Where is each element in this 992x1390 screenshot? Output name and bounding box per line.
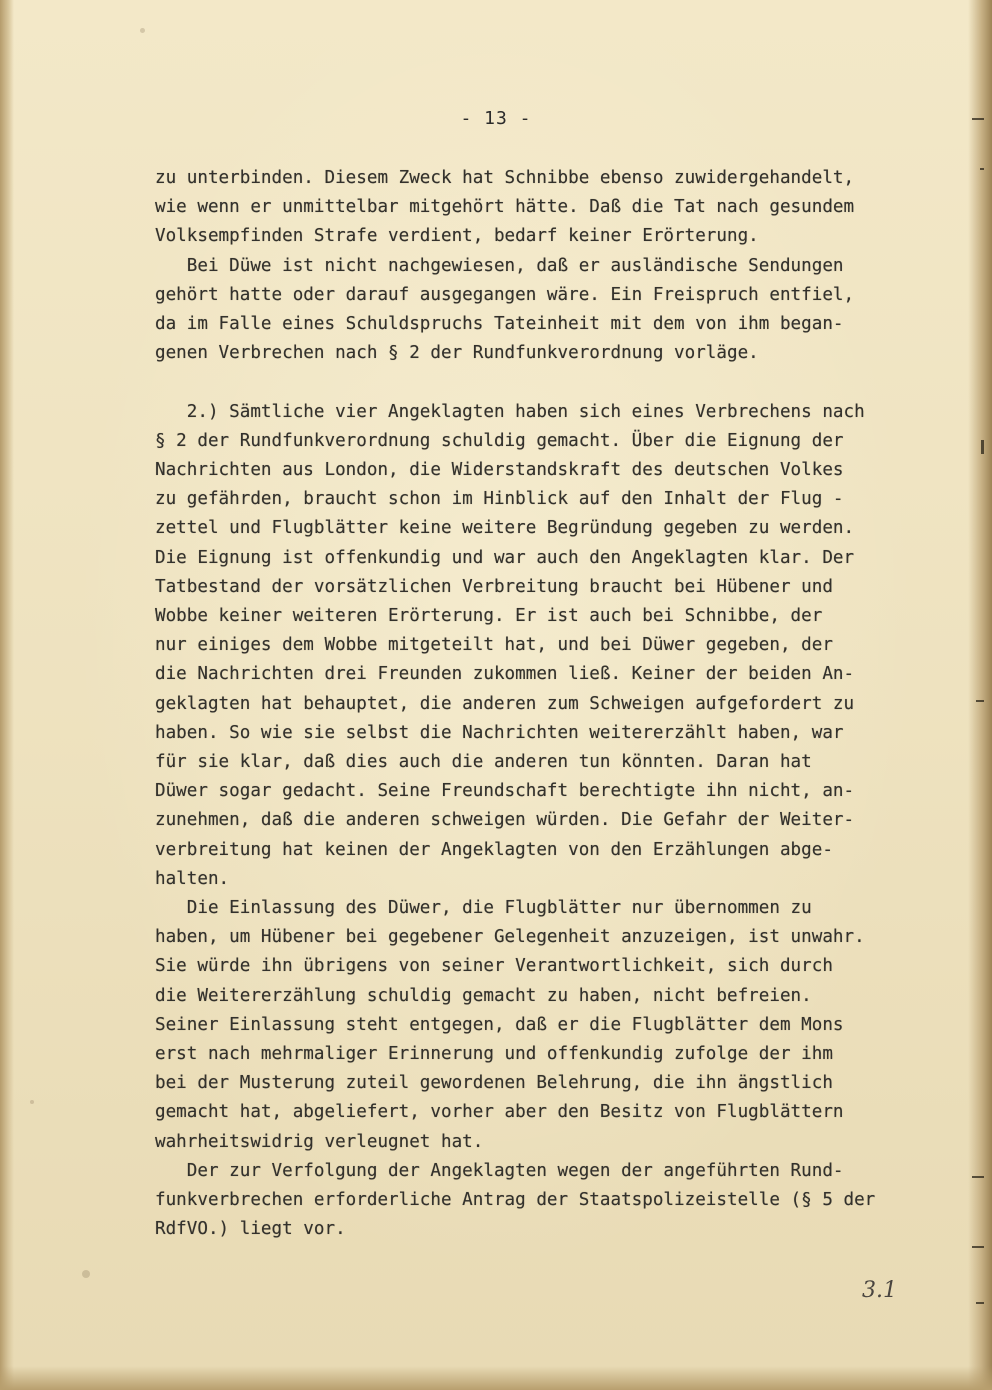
text-line: wahrheitswidrig verleugnet hat. bbox=[155, 1132, 484, 1152]
text-line: gemacht hat, abgeliefert, vorher aber den Besitz von Flugblättern bbox=[155, 1102, 844, 1122]
text-line: da im Falle eines Schuldspruchs Tateinheit mit dem von ihm began- bbox=[155, 314, 844, 334]
text-line: Sie würde ihn übrigens von seiner Verantwortlichkeit, sich durch bbox=[155, 956, 833, 976]
text-line: genen Verbrechen nach § 2 der Rundfunkverordnung vorläge. bbox=[155, 343, 759, 363]
text-line: die Nachrichten drei Freunden zukommen ließ. Keiner der beiden An- bbox=[155, 664, 855, 684]
margin-mark bbox=[972, 1176, 984, 1178]
text-line: Seiner Einlassung steht entgegen, daß er die Flugblätter dem Mons bbox=[155, 1015, 844, 1035]
text-line: haben, um Hübener bei gegebener Gelegenheit anzuzeigen, ist unwahr. bbox=[155, 927, 865, 947]
text-line: RdfVO.) liegt vor. bbox=[155, 1219, 346, 1239]
text-line: Düwer sogar gedacht. Seine Freundschaft berechtigte ihn nicht, an- bbox=[155, 781, 855, 801]
text-line: 2.) Sämtliche vier Angeklagten haben sich eines Verbrechens nach bbox=[155, 402, 865, 422]
text-line: zettel und Flugblätter keine weitere Begründung gegeben zu werden. bbox=[155, 518, 855, 538]
text-line: Der zur Verfolgung der Angeklagten wegen der angeführten Rund- bbox=[155, 1161, 844, 1181]
paper-spot bbox=[30, 1100, 34, 1104]
paper-right-edge bbox=[968, 0, 992, 1390]
text-line: Nachrichten aus London, die Widerstandskraft des deutschen Volkes bbox=[155, 460, 844, 480]
text-line: Volksempfinden Strafe verdient, bedarf keiner Erörterung. bbox=[155, 226, 759, 246]
margin-mark bbox=[976, 1302, 984, 1304]
text-line: haben. So wie sie selbst die Nachrichten weitererzählt haben, war bbox=[155, 723, 844, 743]
text-line: § 2 der Rundfunkverordnung schuldig gemacht. Über die Eignung der bbox=[155, 431, 844, 451]
text-line: Die Eignung ist offenkundig und war auch den Angeklagten klar. Der bbox=[155, 548, 855, 568]
text-line: bei der Musterung zuteil gewordenen Belehrung, die ihn ängstlich bbox=[155, 1073, 833, 1093]
text-line: erst nach mehrmaliger Erinnerung und offenkundig zufolge der ihm bbox=[155, 1044, 833, 1064]
text-line: gehört hatte oder darauf ausgegangen wäre. Ein Freispruch entfiel, bbox=[155, 285, 855, 305]
text-line: funkverbrechen erforderliche Antrag der Staatspolizeistelle (§ 5 der bbox=[155, 1190, 876, 1210]
text-line: zu gefährden, braucht schon im Hinblick auf den Inhalt der Flug - bbox=[155, 489, 844, 509]
text-line: Die Einlassung des Düwer, die Flugblätter nur übernommen zu bbox=[155, 898, 812, 918]
text-line: wie wenn er unmittelbar mitgehört hätte. Daß die Tat nach gesundem bbox=[155, 197, 855, 217]
paper-left-edge bbox=[0, 0, 14, 1390]
page-number: - 13 - bbox=[460, 108, 532, 129]
handwritten-initials: 3.1 bbox=[862, 1278, 897, 1303]
text-line: Tatbestand der vorsätzlichen Verbreitung braucht bei Hübener und bbox=[155, 577, 833, 597]
text-line: Bei Düwe ist nicht nachgewiesen, daß er ausländische Sendungen bbox=[155, 256, 844, 276]
text-line: für sie klar, daß dies auch die anderen tun könnten. Daran hat bbox=[155, 752, 812, 772]
text-line: geklagten hat behauptet, die anderen zum Schweigen aufgefordert zu bbox=[155, 694, 855, 714]
paper-spot bbox=[82, 1270, 90, 1278]
margin-mark bbox=[981, 440, 984, 454]
text-line: verbreitung hat keinen der Angeklagten von den Erzählungen abge- bbox=[155, 840, 833, 860]
margin-mark bbox=[976, 700, 984, 702]
paper-bottom-edge bbox=[0, 1366, 992, 1390]
text-line: nur einiges dem Wobbe mitgeteilt hat, und bei Düwer gegeben, der bbox=[155, 635, 833, 655]
text-line: halten. bbox=[155, 869, 230, 889]
margin-mark bbox=[980, 168, 984, 170]
text-line: zu unterbinden. Diesem Zweck hat Schnibbe ebenso zuwidergehandelt, bbox=[155, 168, 855, 188]
text-line: die Weitererzählung schuldig gemacht zu haben, nicht befreien. bbox=[155, 986, 812, 1006]
text-line: Wobbe keiner weiteren Erörterung. Er ist auch bei Schnibbe, der bbox=[155, 606, 823, 626]
margin-mark bbox=[972, 1246, 984, 1248]
paper-spot bbox=[140, 28, 145, 33]
text-line: zunehmen, daß die anderen schweigen würden. Die Gefahr der Weiter- bbox=[155, 810, 855, 830]
